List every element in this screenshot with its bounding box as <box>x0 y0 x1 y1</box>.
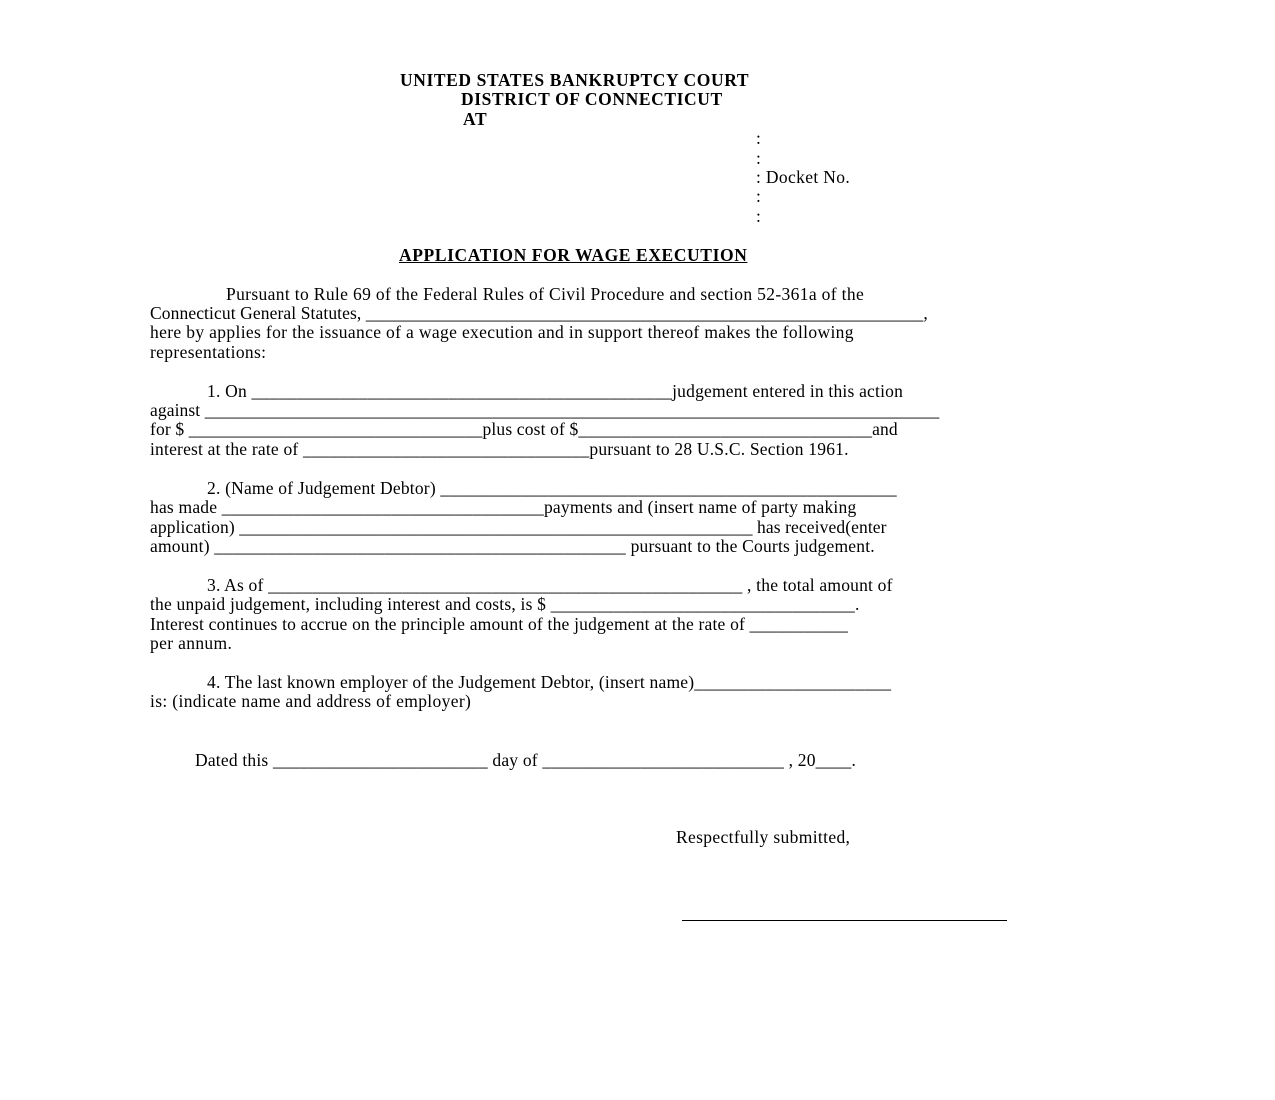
document-title: APPLICATION FOR WAGE EXECUTION <box>399 245 748 265</box>
court-name: UNITED STATES BANKRUPTCY COURT <box>400 70 750 90</box>
dated-line: Dated this ________________________ day of ___________________________ , 20____. <box>195 750 857 770</box>
para3-line: Interest continues to accrue on the principle amount of the judgement at the rate of ___________ <box>150 614 849 634</box>
para2-line: amount) ______________________________________________ pursuant to the Courts judgement. <box>150 536 875 556</box>
para1-line: against ___________________________________________________________________________________ <box>150 400 940 420</box>
para1-line: interest at the rate of ________________________________pursuant to 28 U.S.C. Section 1961. <box>150 439 849 459</box>
intro-line: here by applies for the issuance of a wage execution and in support thereof makes the following <box>150 322 854 342</box>
para2-line: 2. (Name of Judgement Debtor) ___________________________________________________ <box>207 478 897 498</box>
closing-text: Respectfully submitted, <box>676 827 851 847</box>
intro-line: representations: <box>150 342 267 362</box>
caption-colon: : <box>756 128 762 148</box>
para2-line: has made ____________________________________payments and (insert name of party making <box>150 497 857 517</box>
para1-line: for $ _________________________________plus cost of $_________________________________and <box>150 419 898 439</box>
intro-line: Pursuant to Rule 69 of the Federal Rules of Civil Procedure and section 52-361a of the <box>226 284 865 304</box>
caption-colon: : <box>756 206 762 226</box>
district-name: DISTRICT OF CONNECTICUT <box>461 89 723 109</box>
signature-line <box>682 920 1007 921</box>
para3-line: 3. As of _____________________________________________________ , the total amount of <box>207 575 893 595</box>
caption-colon: : <box>756 186 762 206</box>
para1-line: 1. On _______________________________________________judgement entered in this action <box>207 381 904 401</box>
para3-line: the unpaid judgement, including interest and costs, is $ __________________________________. <box>150 594 860 614</box>
caption-colon: : <box>756 148 762 168</box>
para4-line: is: (indicate name and address of employer) <box>150 691 472 711</box>
para3-line: per annum. <box>150 633 233 653</box>
court-location: AT <box>463 109 488 129</box>
para2-line: application) __________________________________________________________ has received(enter <box>150 517 887 537</box>
para4-line: 4. The last known employer of the Judgement Debtor, (insert name)______________________ <box>207 672 892 692</box>
intro-line: Connecticut General Statutes, _______________________________________________________________, <box>150 303 928 323</box>
docket-number-label: : Docket No. <box>756 167 851 187</box>
